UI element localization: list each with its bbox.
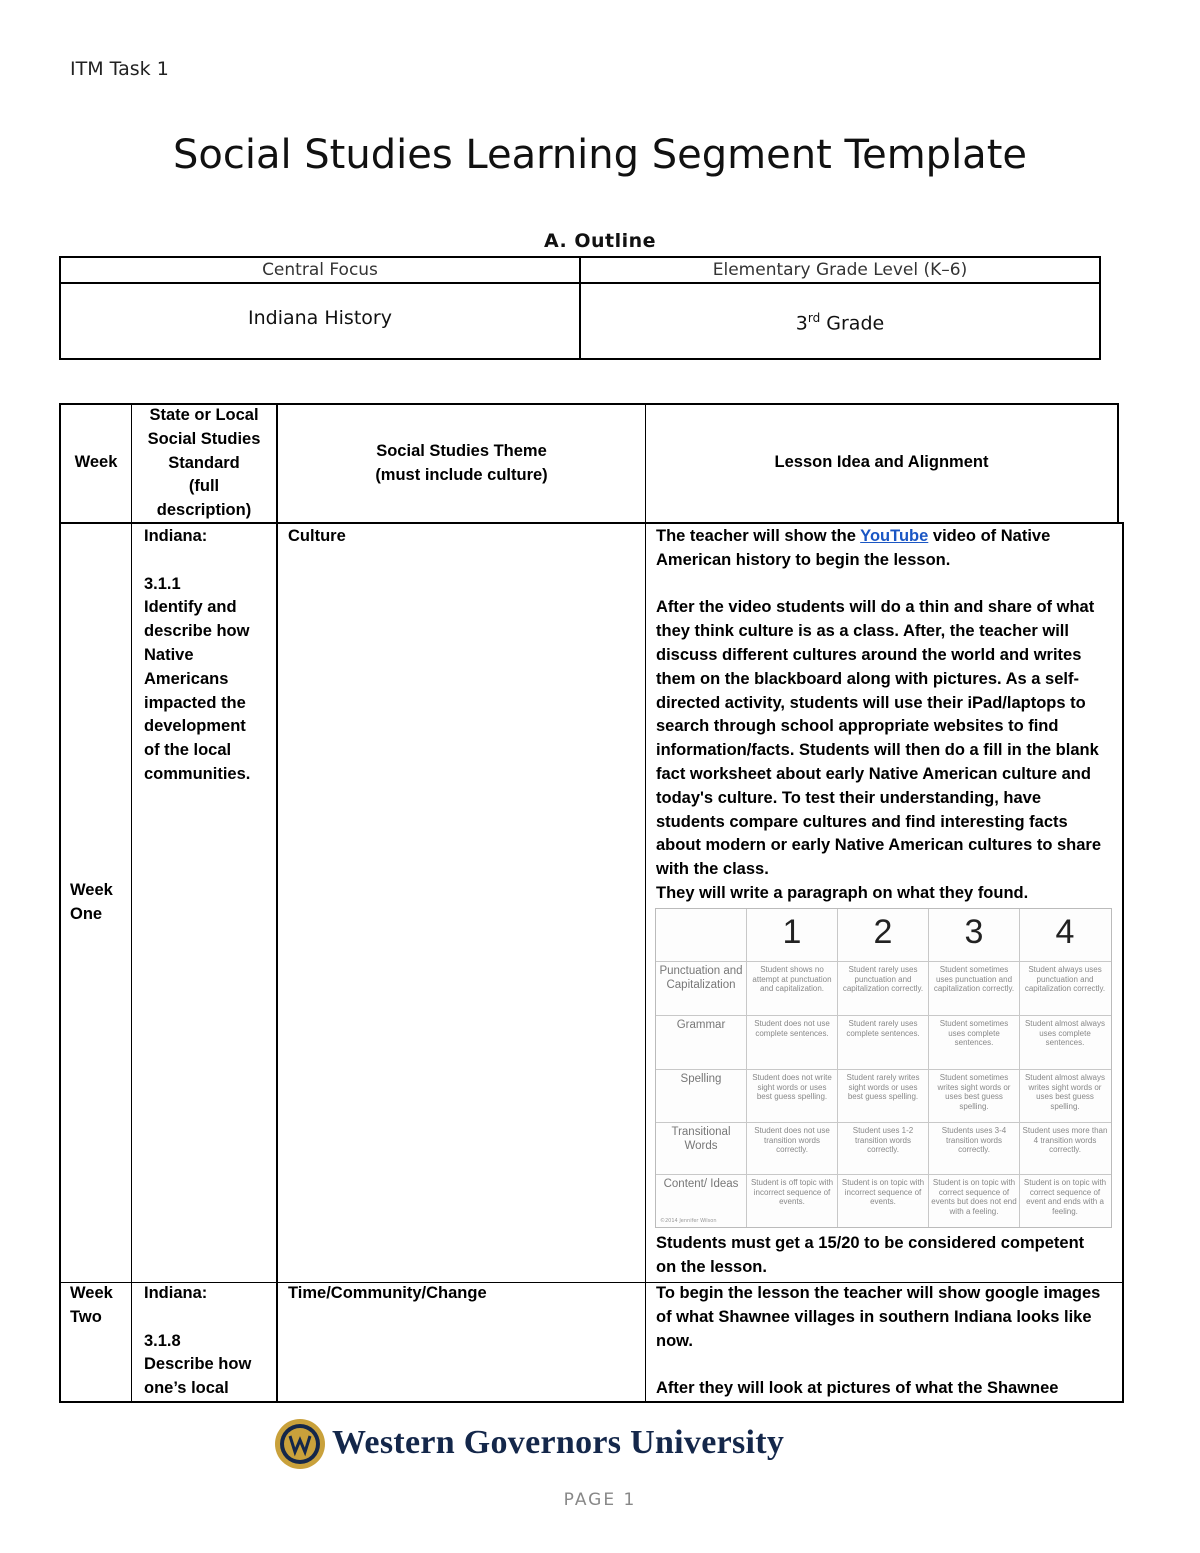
- standard-line: of the local: [144, 741, 232, 760]
- standard-line: Native: [144, 645, 194, 664]
- lesson-line: information/facts. Students will then do a fill in the blank: [656, 741, 1099, 760]
- central-focus-value: Indiana History: [61, 284, 581, 358]
- outline-table: [59, 256, 1101, 360]
- standard-line: Identify and: [144, 598, 237, 617]
- standard-line: describe how: [144, 622, 250, 641]
- grade-sup: rd: [807, 311, 821, 325]
- rubric-cell: Student shows no attempt at punctuation and capitalization.: [752, 965, 832, 993]
- wgu-seal-icon: [274, 1418, 326, 1470]
- standard-line: communities.: [144, 764, 251, 783]
- week-one-lesson: [656, 525, 1118, 906]
- grade-level-value: [581, 284, 1099, 358]
- lesson-line: of what Shawnee villages in southern Indiana looks like: [656, 1307, 1092, 1326]
- lesson-line: To begin the lesson the teacher will show google images: [656, 1284, 1101, 1302]
- rubric-cell: Student sometimes uses punctuation and capitalization correctly.: [933, 965, 1015, 993]
- rubric-cell: Student does not use complete sentences.: [754, 1019, 830, 1038]
- outline-heading: A. Outline: [543, 230, 657, 252]
- rubric-copyright: ©2014 Jennifer Wilson: [660, 1218, 717, 1224]
- standard-line: development: [144, 717, 246, 736]
- rubric-criterion: Spelling: [680, 1073, 722, 1085]
- rubric-score: 1: [782, 913, 802, 951]
- standard-line: Indiana:: [144, 1284, 208, 1302]
- rubric-score: 4: [1055, 913, 1075, 951]
- standard-line: Indiana:: [144, 527, 208, 545]
- rubric-cell: Student rarely writes sight words or uses best guess spelling.: [846, 1073, 920, 1101]
- header-standard-line: State or Local: [149, 406, 259, 424]
- rubric-criterion: Content/ Ideas: [663, 1178, 739, 1190]
- standard-blank: [144, 1306, 251, 1330]
- rubric-cell: Student rarely uses punctuation and capitalization correctly.: [842, 965, 924, 993]
- wgu-logo: [274, 1418, 894, 1470]
- week-one-line: One: [70, 904, 103, 923]
- page-number: PAGE 1: [563, 1490, 637, 1510]
- lesson-line: discuss different cultures around the world and writes: [656, 645, 1082, 664]
- week-one-standard: [144, 525, 250, 787]
- page-title: Social Studies Learning Segment Template: [172, 132, 1027, 178]
- header-lesson: Lesson Idea and Alignment: [774, 453, 989, 471]
- standard-line: 3.1.8: [144, 1331, 181, 1350]
- rubric-cell: Student is off topic with incorrect sequence of events.: [750, 1178, 834, 1206]
- lesson-line: about modern or early Native American cultures to share: [656, 836, 1102, 855]
- rubric-cell: Student is on topic with incorrect sequence of events.: [841, 1178, 925, 1206]
- week-two-standard: [144, 1282, 251, 1401]
- rubric-score: 3: [964, 913, 984, 951]
- header-theme-line: (must include culture): [375, 465, 548, 484]
- header-standard-line: (full: [188, 477, 220, 496]
- rubric-cell: Student almost always uses complete sentences.: [1024, 1019, 1106, 1047]
- wgu-wordmark: Western Governors University: [332, 1424, 785, 1461]
- lesson-line: they think culture is as a class. After, the teacher will: [656, 622, 1069, 641]
- lesson-line: [656, 525, 1118, 549]
- header-week: Week: [74, 453, 118, 471]
- lesson-blank: [656, 1353, 1118, 1377]
- week-two-label: [70, 1282, 113, 1330]
- writing-rubric-image: [655, 908, 1112, 1228]
- rubric-cell: Student rarely uses complete sentences.: [846, 1019, 920, 1038]
- lesson-line: with the class.: [656, 860, 769, 879]
- standard-line: Describe how: [144, 1355, 252, 1374]
- week-one-theme: Culture: [288, 527, 346, 545]
- lesson-text: video of Native: [928, 527, 1051, 545]
- rubric-cell: Student almost always writes sight words or uses best guess spelling.: [1024, 1073, 1106, 1111]
- rubric-cell: Student sometimes uses complete sentences.: [939, 1019, 1009, 1047]
- standard-line: Americans: [144, 669, 229, 688]
- lesson-line: search through school appropriate websites to find: [656, 717, 1059, 736]
- grade-level-header: Elementary Grade Level (K–6): [581, 258, 1099, 284]
- week-one-label: [70, 879, 113, 927]
- rubric-criterion: Punctuation and Capitalization: [659, 965, 743, 991]
- rubric-cell: Student sometimes writes sight words or uses best guess spelling.: [937, 1073, 1011, 1111]
- rubric-cell: Student uses more than 4 transition words correctly.: [1022, 1126, 1108, 1154]
- lesson-line: After the video students will do a thin and share of what: [656, 598, 1095, 617]
- header-standard-line: Standard: [168, 453, 240, 472]
- competency-line: on the lesson.: [656, 1257, 767, 1276]
- rubric-cell: Student does not use transition words correctly.: [754, 1126, 830, 1154]
- header-label: ITM Task 1: [70, 58, 169, 80]
- rubric-cell: Student is on topic with correct sequence of events but does not end with a feeling.: [931, 1178, 1017, 1216]
- lesson-line: directed activity, students will use their iPad/laptops to: [656, 693, 1086, 712]
- rubric-cell: Student always uses punctuation and capitalization correctly.: [1024, 965, 1106, 993]
- week-two-line: Week: [70, 1284, 113, 1302]
- lesson-line: now.: [656, 1331, 693, 1350]
- rubric-cell: Student uses 1-2 transition words correctly.: [852, 1126, 914, 1154]
- week-two-theme: Time/Community/Change: [288, 1284, 487, 1302]
- lesson-text: The teacher will show the: [656, 527, 861, 545]
- competency-line: Students must get a 15/20 to be considered competent: [656, 1234, 1085, 1252]
- header-standard-line: description): [156, 501, 252, 520]
- week-two-line: Two: [70, 1307, 102, 1326]
- lesson-line: them on the blackboard along with pictures. As a self-: [656, 669, 1079, 688]
- lesson-line: today's culture. To test their understanding, have: [656, 788, 1042, 807]
- rubric-cell: Student does not write sight words or uses best guess spelling.: [752, 1073, 832, 1101]
- grade-num: 3: [795, 312, 808, 335]
- lesson-blank: [656, 573, 1118, 597]
- header-standard-line: Social Studies: [147, 429, 261, 448]
- standard-blank: [144, 549, 250, 573]
- rubric-criterion: Transitional Words: [671, 1126, 731, 1152]
- youtube-link[interactable]: YouTube: [860, 527, 929, 545]
- week-one-line: Week: [70, 881, 113, 899]
- header-theme-line: Social Studies Theme: [376, 442, 547, 460]
- rubric-cell: Students uses 3-4 transition words correctly.: [941, 1126, 1007, 1154]
- rubric-criterion: Grammar: [676, 1019, 726, 1031]
- header-standard: [132, 404, 276, 523]
- central-focus-header: Central Focus: [61, 258, 581, 284]
- grade-word: Grade: [826, 312, 885, 335]
- lesson-line: students compare cultures and find interesting facts: [656, 812, 1068, 831]
- standard-line: 3.1.1: [144, 574, 181, 593]
- rubric-score: 2: [873, 913, 893, 951]
- week-two-lesson: [656, 1282, 1118, 1401]
- header-theme: [278, 440, 645, 488]
- rubric-cell: Student is on topic with correct sequence of event and ends with a feeling.: [1023, 1178, 1107, 1216]
- lesson-line: They will write a paragraph on what they found.: [656, 883, 1029, 902]
- lesson-line: fact worksheet about early Native American culture and: [656, 764, 1091, 783]
- standard-line: one’s local: [144, 1379, 229, 1398]
- lesson-line: After they will look at pictures of what the Shawnee: [656, 1379, 1059, 1398]
- competency-note: [656, 1232, 1118, 1280]
- standard-line: impacted the: [144, 693, 246, 712]
- lesson-line: American history to begin the lesson.: [656, 550, 951, 569]
